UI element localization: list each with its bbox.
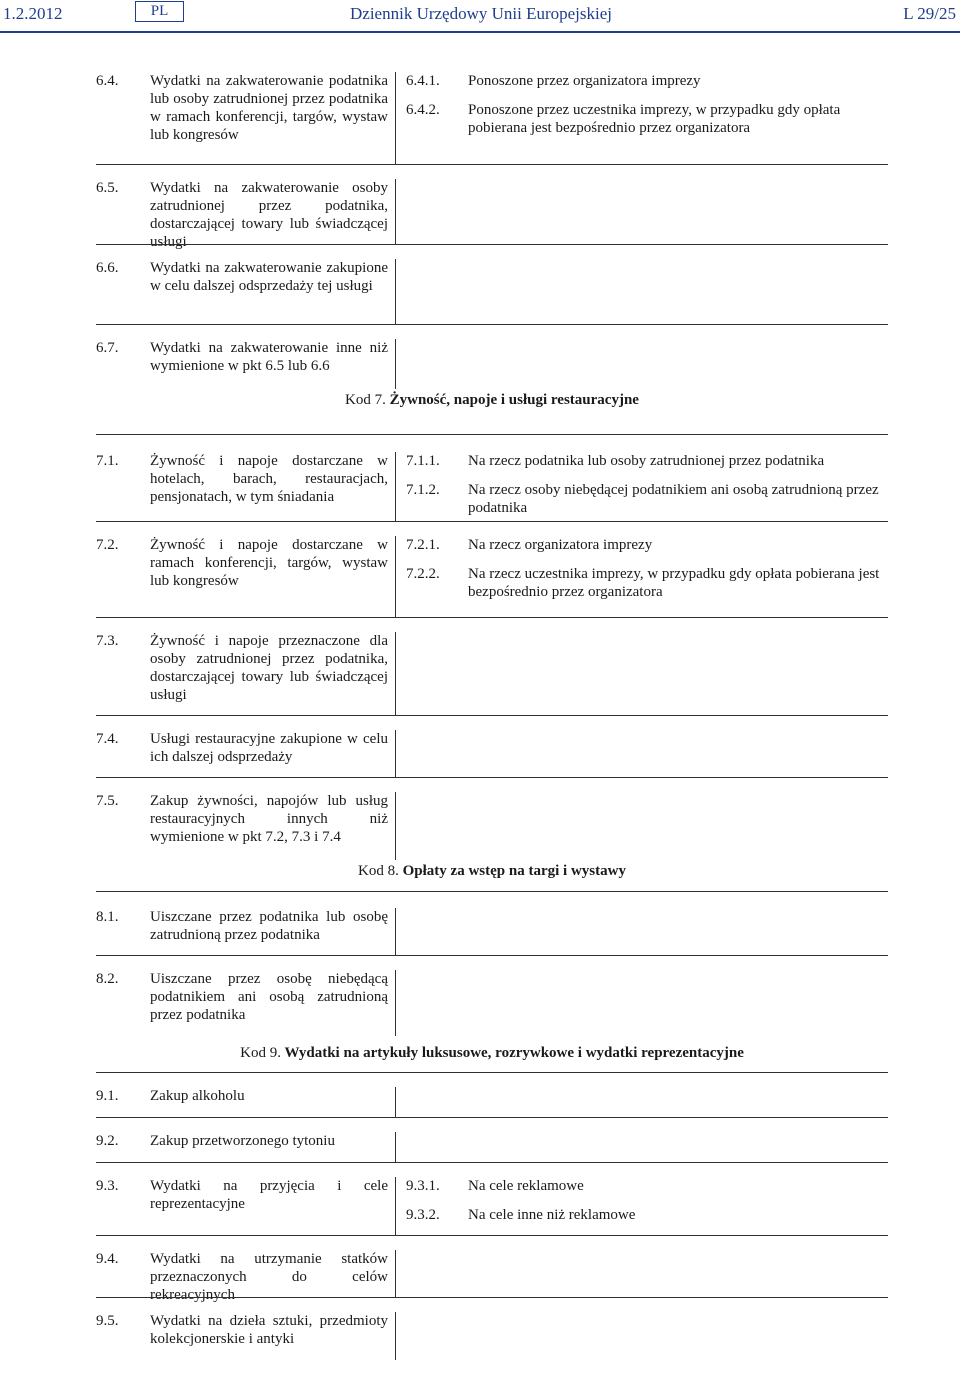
table-row (96, 165, 888, 250)
table-row (96, 1163, 888, 1236)
sub-item (406, 565, 888, 601)
sub-description: Ponoszone przez uczestnika imprezy, w przypadku gdy opłata pobierana jest bezpośrednio przez organizatora (468, 102, 841, 136)
row-right-cell (396, 452, 888, 522)
row-number: 7.1. (96, 453, 119, 469)
row-description: Uiszczane przez podatnika lub osobę zatrudnioną przez podatnika (150, 909, 388, 943)
section-heading (96, 389, 888, 435)
row-description: Żywność i napoje dostarczane w hotelach, barach, restauracjach, pensjonatach, w tym śniadania (150, 453, 388, 505)
row-number: 7.5. (96, 793, 119, 809)
section-title: Żywność, napoje i usługi restauracyjne (389, 392, 639, 408)
row-right-cell (396, 1250, 888, 1298)
row-left-cell (96, 72, 396, 165)
row-right-cell (396, 1132, 888, 1163)
sub-number: 9.3.2. (406, 1207, 440, 1223)
row-right-cell (396, 339, 888, 389)
sub-number: 7.1.1. (406, 453, 440, 469)
page-header (0, 0, 960, 34)
sub-item (406, 101, 888, 137)
header-rule (0, 31, 960, 33)
row-left-cell (96, 632, 396, 716)
table-row (96, 435, 888, 522)
row-left-cell (96, 1177, 396, 1236)
row-left-cell (96, 1087, 396, 1118)
row-description: Żywność i napoje przeznaczone dla osoby zatrudnionej przez podatnika, dostarczającej towary lub świadczącej usługi (150, 633, 388, 703)
table-row (96, 956, 888, 1036)
sub-number: 7.2.1. (406, 537, 440, 553)
row-number: 9.4. (96, 1251, 119, 1267)
row-right-cell (396, 72, 888, 165)
table-row (96, 892, 888, 956)
row-left-cell (96, 730, 396, 778)
section-code: Kod 7. (345, 392, 386, 408)
sub-item (406, 452, 888, 470)
row-right-cell (396, 259, 888, 325)
row-description: Wydatki na dzieła sztuki, przedmioty kolekcjonerskie i antyki (150, 1313, 388, 1347)
table-row (96, 1236, 888, 1303)
section-heading (96, 1036, 888, 1073)
sub-item (406, 1206, 888, 1224)
table-row (96, 1118, 888, 1163)
row-number: 6.5. (96, 180, 119, 196)
row-left-cell (96, 792, 396, 860)
sub-item (406, 481, 888, 517)
row-number: 7.3. (96, 633, 119, 649)
table-row (96, 1073, 888, 1118)
row-number: 7.4. (96, 731, 119, 747)
table-row (96, 522, 888, 618)
row-left-cell (96, 908, 396, 956)
row-left-cell (96, 452, 396, 522)
sub-description: Ponoszone przez organizatora imprezy (468, 73, 701, 89)
row-right-cell (396, 908, 888, 956)
row-left-cell (96, 1312, 396, 1360)
row-number: 9.2. (96, 1133, 119, 1149)
sub-item (406, 536, 888, 554)
section-heading (96, 860, 888, 892)
sub-number: 6.4.2. (406, 102, 440, 118)
row-left-cell (96, 1132, 396, 1163)
journal-title: Dziennik Urzędowy Unii Europejskiej (350, 4, 613, 23)
row-description: Wydatki na zakwaterowanie zakupione w celu dalszej odsprzedaży tej usługi (150, 260, 388, 294)
table-row (96, 778, 888, 860)
row-number: 6.6. (96, 260, 119, 276)
row-right-cell (396, 970, 888, 1036)
code-table (96, 72, 888, 1360)
sub-number: 6.4.1. (406, 73, 440, 89)
table-row (96, 1298, 888, 1360)
sub-number: 7.2.2. (406, 566, 440, 582)
row-left-cell (96, 1250, 396, 1303)
section-code: Kod 9. (240, 1045, 281, 1061)
row-description: Zakup żywności, napojów lub usług restauracyjnych innych niż wymienione w pkt 7.2, 7.3 i 7.4 (150, 793, 388, 845)
row-number: 8.1. (96, 909, 119, 925)
table-row (96, 325, 888, 389)
sub-item (406, 72, 888, 90)
sub-description: Na rzecz organizatora imprezy (468, 537, 653, 553)
sub-description: Na cele reklamowe (468, 1178, 584, 1194)
row-right-cell (396, 1087, 888, 1118)
sub-description: Na rzecz uczestnika imprezy, w przypadku gdy opłata pobierana jest bezpośrednio przez organizatora (468, 566, 880, 600)
row-left-cell (96, 259, 396, 325)
row-description: Wydatki na zakwaterowanie osoby zatrudnionej przez podatnika, dostarczającej towary lub świadczącej usługi (150, 180, 388, 250)
sub-description: Na rzecz podatnika lub osoby zatrudnionej przez podatnika (468, 453, 825, 469)
row-right-cell (396, 730, 888, 778)
sub-description: Na rzecz osoby niebędącej podatnikiem ani osobą zatrudnioną przez podatnika (468, 482, 879, 516)
row-right-cell (396, 1312, 888, 1360)
table-row (96, 245, 888, 325)
row-description: Wydatki na zakwaterowanie inne niż wymienione w pkt 6.5 lub 6.6 (150, 340, 388, 374)
language-badge: PL (135, 1, 184, 22)
row-right-cell (396, 536, 888, 618)
table-row (96, 716, 888, 778)
publication-date: 1.2.2012 (3, 4, 63, 23)
row-right-cell (396, 179, 888, 245)
row-number: 7.2. (96, 537, 119, 553)
row-description: Uiszczane przez osobę niebędącą podatnikiem ani osobą zatrudnioną przez podatnika (150, 971, 388, 1023)
row-description: Wydatki na zakwaterowanie podatnika lub osoby zatrudnionej przez podatnika w ramach konferencji, targów, wystaw lub kongresów (150, 73, 388, 143)
page-reference: L 29/25 (903, 4, 956, 23)
row-left-cell (96, 970, 396, 1036)
section-title: Opłaty za wstęp na targi i wystawy (402, 863, 626, 879)
row-number: 9.1. (96, 1088, 119, 1104)
table-row (96, 72, 888, 165)
table-row (96, 618, 888, 716)
row-right-cell (396, 792, 888, 860)
row-left-cell (96, 339, 396, 389)
row-number: 9.5. (96, 1313, 119, 1329)
section-code: Kod 8. (358, 863, 399, 879)
row-description: Zakup przetworzonego tytoniu (150, 1133, 335, 1149)
row-description: Żywność i napoje dostarczane w ramach konferencji, targów, wystaw lub kongresów (150, 537, 388, 589)
sub-item (406, 1177, 888, 1195)
row-number: 8.2. (96, 971, 119, 987)
sub-description: Na cele inne niż reklamowe (468, 1207, 636, 1223)
row-description: Zakup alkoholu (150, 1088, 245, 1104)
row-description: Wydatki na przyjęcia i cele reprezentacyjne (150, 1178, 388, 1212)
row-right-cell (396, 1177, 888, 1236)
row-number: 6.7. (96, 340, 119, 356)
row-left-cell (96, 536, 396, 618)
row-description: Wydatki na utrzymanie statków przeznaczonych do celów rekreacyjnych (150, 1251, 388, 1303)
row-description: Usługi restauracyjne zakupione w celu ich dalszej odsprzedaży (150, 731, 388, 765)
row-number: 6.4. (96, 73, 119, 89)
row-left-cell (96, 179, 396, 250)
row-right-cell (396, 632, 888, 716)
sub-number: 9.3.1. (406, 1178, 440, 1194)
sub-number: 7.1.2. (406, 482, 440, 498)
row-number: 9.3. (96, 1178, 119, 1194)
section-title: Wydatki na artykuły luksusowe, rozrywkowe i wydatki reprezentacyjne (284, 1045, 744, 1061)
